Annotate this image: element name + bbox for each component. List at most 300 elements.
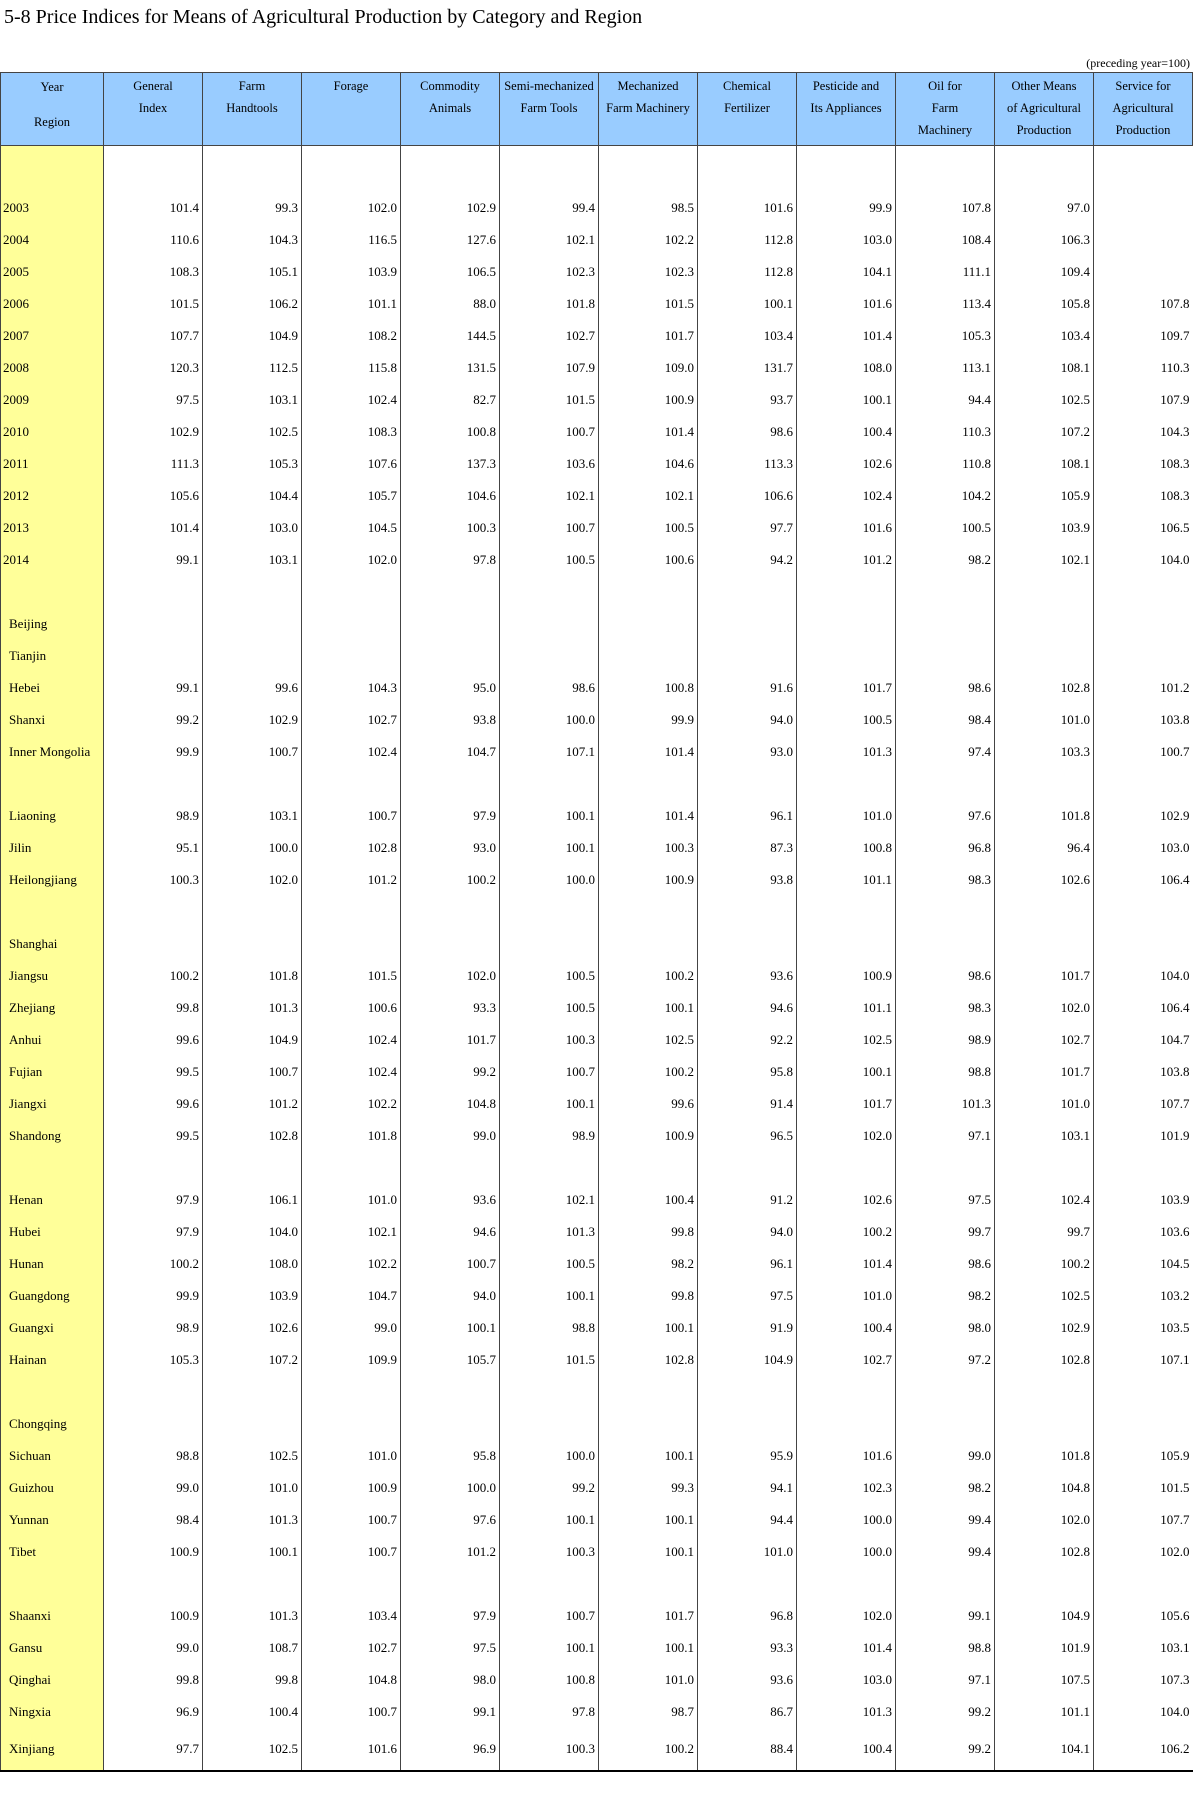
unit-note: (preceding year=100) — [1086, 56, 1190, 70]
table-cell: 98.6 — [896, 1248, 995, 1280]
table-cell: 97.0 — [995, 192, 1094, 224]
row-label-cell: 2011 — [1, 448, 104, 480]
region-row — [1, 1696, 1193, 1728]
table-cell: 101.6 — [797, 512, 896, 544]
table-cell: 101.7 — [599, 1600, 698, 1632]
table-cell — [302, 896, 401, 928]
year-row — [1, 480, 1193, 512]
table-cell: 113.1 — [896, 352, 995, 384]
table-cell: 99.0 — [401, 1120, 500, 1152]
table-cell: 99.2 — [896, 1696, 995, 1728]
table-cell — [698, 1568, 797, 1600]
table-cell: 100.1 — [500, 832, 599, 864]
table-cell: 97.9 — [401, 1600, 500, 1632]
table-cell — [599, 640, 698, 672]
table-cell — [203, 1408, 302, 1440]
table-cell: 131.5 — [401, 352, 500, 384]
table-cell — [797, 768, 896, 800]
table-cell: 95.8 — [698, 1056, 797, 1088]
table-cell — [1094, 576, 1193, 608]
table-cell: 104.3 — [302, 672, 401, 704]
table-cell: 102.7 — [797, 1344, 896, 1376]
table-cell — [1094, 928, 1193, 960]
table-cell: 101.4 — [599, 800, 698, 832]
table-cell: 108.3 — [1094, 448, 1193, 480]
table-cell: 108.3 — [1094, 480, 1193, 512]
table-cell: 99.8 — [104, 992, 203, 1024]
row-label-cell: Guizhou — [1, 1472, 104, 1504]
table-cell: 102.1 — [500, 480, 599, 512]
column-header-line: Chemical — [723, 79, 771, 93]
table-cell: 108.3 — [104, 256, 203, 288]
table-cell: 97.2 — [896, 1344, 995, 1376]
table-cell — [995, 896, 1094, 928]
table-cell — [302, 146, 401, 193]
table-cell — [203, 896, 302, 928]
table-cell: 91.4 — [698, 1088, 797, 1120]
table-cell: 102.1 — [500, 1184, 599, 1216]
table-cell: 127.6 — [401, 224, 500, 256]
table-cell: 97.6 — [401, 1504, 500, 1536]
table-cell: 99.6 — [104, 1088, 203, 1120]
year-row — [1, 288, 1193, 320]
table-cell: 82.7 — [401, 384, 500, 416]
table-cell: 102.6 — [995, 864, 1094, 896]
table-cell: 98.6 — [896, 960, 995, 992]
table-cell: 100.7 — [302, 1504, 401, 1536]
table-cell: 103.0 — [797, 224, 896, 256]
column-header — [599, 73, 698, 146]
table-cell: 104.7 — [302, 1280, 401, 1312]
row-label-cell: 2009 — [1, 384, 104, 416]
table-cell — [599, 896, 698, 928]
table-cell: 112.8 — [698, 256, 797, 288]
table-cell — [203, 1152, 302, 1184]
table-cell: 102.0 — [797, 1120, 896, 1152]
row-label-cell: 2013 — [1, 512, 104, 544]
table-cell: 101.7 — [599, 320, 698, 352]
table-cell: 106.4 — [1094, 864, 1193, 896]
column-header-line: Fertilizer — [724, 101, 770, 115]
table-cell: 108.1 — [995, 352, 1094, 384]
table-cell: 86.7 — [698, 1696, 797, 1728]
table-cell: 104.8 — [995, 1472, 1094, 1504]
table-cell: 101.6 — [797, 1440, 896, 1472]
table-cell: 100.9 — [104, 1600, 203, 1632]
table-cell: 95.1 — [104, 832, 203, 864]
table-cell — [896, 1152, 995, 1184]
table-cell: 102.0 — [995, 1504, 1094, 1536]
table-cell: 100.7 — [401, 1248, 500, 1280]
table-cell: 104.7 — [1094, 1024, 1193, 1056]
table-cell: 97.9 — [104, 1184, 203, 1216]
table-cell: 101.4 — [797, 1632, 896, 1664]
table-cell: 98.0 — [401, 1664, 500, 1696]
table-cell: 100.3 — [599, 832, 698, 864]
column-header-line: Mechanized — [617, 79, 679, 93]
table-cell: 99.9 — [599, 704, 698, 736]
table-cell: 107.8 — [1094, 288, 1193, 320]
table-cell: 100.0 — [797, 1504, 896, 1536]
table-cell — [896, 640, 995, 672]
table-cell — [995, 928, 1094, 960]
table-cell: 102.7 — [302, 1632, 401, 1664]
table-cell: 100.3 — [500, 1728, 599, 1771]
table-cell: 91.9 — [698, 1312, 797, 1344]
table-cell: 99.4 — [896, 1536, 995, 1568]
table-cell: 93.6 — [698, 960, 797, 992]
table-cell: 102.5 — [599, 1024, 698, 1056]
table-cell: 101.0 — [302, 1184, 401, 1216]
table-cell: 101.2 — [302, 864, 401, 896]
region-row — [1, 1536, 1193, 1568]
table-cell: 103.9 — [203, 1280, 302, 1312]
table-cell: 100.0 — [500, 1440, 599, 1472]
table-cell: 100.4 — [797, 416, 896, 448]
table-cell: 95.9 — [698, 1440, 797, 1472]
table-cell: 101.7 — [401, 1024, 500, 1056]
table-cell: 103.1 — [995, 1120, 1094, 1152]
table-cell: 100.2 — [599, 960, 698, 992]
table-cell: 101.1 — [797, 864, 896, 896]
region-row — [1, 1088, 1193, 1120]
table-cell: 98.2 — [896, 1280, 995, 1312]
column-header — [995, 73, 1094, 146]
year-row — [1, 544, 1193, 576]
table-cell: 96.4 — [995, 832, 1094, 864]
table-cell: 99.4 — [500, 192, 599, 224]
row-label-cell: Shandong — [1, 1120, 104, 1152]
table-cell: 105.8 — [995, 288, 1094, 320]
table-cell: 101.2 — [203, 1088, 302, 1120]
row-label-cell: 2008 — [1, 352, 104, 384]
table-cell: 111.3 — [104, 448, 203, 480]
table-cell: 97.7 — [698, 512, 797, 544]
table-cell — [401, 928, 500, 960]
table-cell: 98.2 — [896, 544, 995, 576]
table-cell — [896, 1408, 995, 1440]
region-row — [1, 736, 1193, 768]
table-cell: 99.1 — [104, 544, 203, 576]
column-header — [797, 73, 896, 146]
table-cell: 105.6 — [104, 480, 203, 512]
table-cell — [797, 576, 896, 608]
table-cell: 103.5 — [1094, 1312, 1193, 1344]
table-cell — [1094, 256, 1193, 288]
table-cell — [797, 640, 896, 672]
table-cell: 100.7 — [500, 1056, 599, 1088]
row-label-cell: Guangxi — [1, 1312, 104, 1344]
table-cell: 102.2 — [302, 1088, 401, 1120]
spacer-row — [1, 576, 1193, 608]
row-label-cell: Hebei — [1, 672, 104, 704]
table-cell — [104, 640, 203, 672]
region-row — [1, 832, 1193, 864]
row-label-cell: Jiangxi — [1, 1088, 104, 1120]
table-cell — [698, 928, 797, 960]
table-cell: 106.6 — [698, 480, 797, 512]
table-cell: 108.1 — [995, 448, 1094, 480]
table-cell: 99.8 — [104, 1664, 203, 1696]
region-row — [1, 1664, 1193, 1696]
table-cell: 100.7 — [302, 1536, 401, 1568]
table-cell: 104.9 — [995, 1600, 1094, 1632]
table-cell: 102.9 — [401, 192, 500, 224]
table-cell — [698, 1376, 797, 1408]
table-cell — [203, 1376, 302, 1408]
region-row — [1, 1312, 1193, 1344]
table-cell: 144.5 — [401, 320, 500, 352]
table-cell — [401, 640, 500, 672]
column-header-line: Production — [1115, 123, 1171, 137]
table-cell: 104.0 — [1094, 544, 1193, 576]
table-cell: 102.1 — [995, 544, 1094, 576]
table-cell: 107.7 — [104, 320, 203, 352]
table-cell: 100.2 — [599, 1728, 698, 1771]
table-cell: 102.2 — [302, 1248, 401, 1280]
table-cell: 100.6 — [302, 992, 401, 1024]
year-row — [1, 448, 1193, 480]
table-cell: 103.9 — [995, 512, 1094, 544]
table-cell: 101.2 — [401, 1536, 500, 1568]
row-label-cell: Chongqing — [1, 1408, 104, 1440]
table-cell: 100.7 — [1094, 736, 1193, 768]
table-cell: 98.9 — [104, 800, 203, 832]
table-cell: 104.4 — [203, 480, 302, 512]
table-cell: 102.0 — [1094, 1536, 1193, 1568]
table-cell — [104, 1152, 203, 1184]
table-cell: 100.3 — [500, 1536, 599, 1568]
table-cell: 99.9 — [104, 736, 203, 768]
row-label-cell: Tibet — [1, 1536, 104, 1568]
table-cell — [401, 768, 500, 800]
row-label-cell: Liaoning — [1, 800, 104, 832]
table-cell: 106.4 — [1094, 992, 1193, 1024]
table-cell: 103.6 — [1094, 1216, 1193, 1248]
year-row — [1, 192, 1193, 224]
region-row — [1, 1344, 1193, 1376]
region-row — [1, 1728, 1193, 1771]
table-cell — [104, 576, 203, 608]
table-cell: 105.6 — [1094, 1600, 1193, 1632]
region-row — [1, 1248, 1193, 1280]
table-cell: 108.3 — [302, 416, 401, 448]
table-cell: 101.4 — [797, 1248, 896, 1280]
table-cell: 100.5 — [500, 544, 599, 576]
table-cell: 96.9 — [401, 1728, 500, 1771]
table-cell — [302, 768, 401, 800]
table-cell: 100.0 — [500, 704, 599, 736]
column-header-line: Its Appliances — [810, 101, 882, 115]
table-cell: 99.8 — [599, 1280, 698, 1312]
table-cell: 105.7 — [302, 480, 401, 512]
table-cell — [500, 1568, 599, 1600]
table-cell: 100.4 — [203, 1696, 302, 1728]
table-cell — [599, 1408, 698, 1440]
table-cell: 102.1 — [302, 1216, 401, 1248]
table-cell: 100.4 — [599, 1184, 698, 1216]
region-row — [1, 640, 1193, 672]
table-cell: 100.7 — [302, 800, 401, 832]
table-cell: 107.2 — [203, 1344, 302, 1376]
table-cell: 98.9 — [896, 1024, 995, 1056]
table-cell: 102.8 — [599, 1344, 698, 1376]
table-cell — [797, 896, 896, 928]
table-cell: 87.3 — [698, 832, 797, 864]
table-cell — [302, 576, 401, 608]
table-cell: 100.1 — [599, 1632, 698, 1664]
row-label-cell: 2010 — [1, 416, 104, 448]
column-header-line: Semi-mechanized — [504, 79, 594, 93]
table-cell — [698, 576, 797, 608]
table-cell: 101.8 — [302, 1120, 401, 1152]
row-label-cell — [1, 1152, 104, 1184]
table-cell: 100.1 — [797, 1056, 896, 1088]
table-cell: 100.5 — [500, 1248, 599, 1280]
column-header — [401, 73, 500, 146]
row-label-cell — [1, 576, 104, 608]
table-cell: 101.5 — [500, 1344, 599, 1376]
table-cell: 101.3 — [203, 1600, 302, 1632]
row-label-cell: 2007 — [1, 320, 104, 352]
table-cell: 101.4 — [599, 736, 698, 768]
table-cell: 103.0 — [797, 1664, 896, 1696]
column-header-line: Farm Tools — [520, 101, 578, 115]
table-cell: 120.3 — [104, 352, 203, 384]
table-cell: 93.3 — [698, 1632, 797, 1664]
table-cell — [1094, 640, 1193, 672]
table-cell — [1094, 1152, 1193, 1184]
region-row — [1, 1184, 1193, 1216]
table-cell: 105.3 — [104, 1344, 203, 1376]
table-cell — [401, 1408, 500, 1440]
table-cell — [104, 608, 203, 640]
row-label-cell: Zhejiang — [1, 992, 104, 1024]
table-cell: 88.0 — [401, 288, 500, 320]
table-cell — [599, 928, 698, 960]
table-cell: 104.3 — [1094, 416, 1193, 448]
table-cell: 100.2 — [401, 864, 500, 896]
column-header — [302, 73, 401, 146]
table-cell: 99.0 — [104, 1632, 203, 1664]
table-cell: 100.8 — [599, 672, 698, 704]
table-cell — [203, 576, 302, 608]
table-cell — [995, 1152, 1094, 1184]
row-label-cell: Anhui — [1, 1024, 104, 1056]
table-cell: 107.9 — [1094, 384, 1193, 416]
table-cell: 100.1 — [599, 1536, 698, 1568]
table-cell: 98.6 — [500, 672, 599, 704]
table-cell — [104, 1568, 203, 1600]
table-cell — [500, 928, 599, 960]
table-cell: 100.5 — [500, 992, 599, 1024]
table-cell: 109.0 — [599, 352, 698, 384]
table-cell: 102.1 — [500, 224, 599, 256]
table-cell — [401, 576, 500, 608]
column-header-line: Animals — [428, 101, 472, 115]
table-cell: 101.3 — [203, 992, 302, 1024]
table-cell: 102.4 — [302, 1024, 401, 1056]
table-cell — [599, 1152, 698, 1184]
table-cell: 108.0 — [797, 352, 896, 384]
table-cell — [797, 608, 896, 640]
table-cell — [896, 1568, 995, 1600]
table-cell: 94.2 — [698, 544, 797, 576]
table-cell: 98.3 — [896, 992, 995, 1024]
table-cell: 100.5 — [599, 512, 698, 544]
table-cell: 101.5 — [302, 960, 401, 992]
table-cell — [104, 1376, 203, 1408]
row-label-cell: Fujian — [1, 1056, 104, 1088]
table-cell: 99.1 — [896, 1600, 995, 1632]
table-cell — [896, 768, 995, 800]
table-cell: 100.7 — [203, 736, 302, 768]
table-cell: 98.6 — [698, 416, 797, 448]
table-cell — [302, 608, 401, 640]
table-cell: 100.7 — [500, 416, 599, 448]
table-cell: 101.8 — [500, 288, 599, 320]
table-cell — [599, 1376, 698, 1408]
table-cell: 98.7 — [599, 1696, 698, 1728]
table-cell — [302, 1376, 401, 1408]
table-cell: 102.8 — [203, 1120, 302, 1152]
region-header-label: Region — [33, 115, 71, 129]
column-header-line: Machinery — [917, 123, 973, 137]
table-cell — [1094, 1408, 1193, 1440]
table-cell: 101.0 — [203, 1472, 302, 1504]
table-cell: 100.1 — [797, 384, 896, 416]
table-cell: 99.8 — [203, 1664, 302, 1696]
row-label-cell: Shanghai — [1, 928, 104, 960]
row-label-cell: 2003 — [1, 192, 104, 224]
table-cell — [1094, 224, 1193, 256]
table-cell: 103.1 — [203, 544, 302, 576]
table-cell: 97.8 — [500, 1696, 599, 1728]
table-cell: 105.1 — [203, 256, 302, 288]
row-label-cell: Qinghai — [1, 1664, 104, 1696]
table-cell — [302, 640, 401, 672]
table-cell: 103.9 — [1094, 1184, 1193, 1216]
table-cell: 105.7 — [401, 1344, 500, 1376]
table-cell: 102.9 — [203, 704, 302, 736]
table-cell: 105.3 — [203, 448, 302, 480]
table-cell: 107.9 — [500, 352, 599, 384]
table-cell: 100.1 — [401, 1312, 500, 1344]
table-cell: 101.3 — [797, 1696, 896, 1728]
table-cell: 98.9 — [500, 1120, 599, 1152]
column-header-line: Pesticide and — [812, 79, 880, 93]
table-cell: 101.6 — [698, 192, 797, 224]
row-label-cell: 2012 — [1, 480, 104, 512]
region-row — [1, 1600, 1193, 1632]
table-cell: 97.9 — [401, 800, 500, 832]
region-row — [1, 672, 1193, 704]
table-cell: 101.9 — [995, 1632, 1094, 1664]
table-cell: 100.1 — [599, 1312, 698, 1344]
table-cell: 98.3 — [896, 864, 995, 896]
table-cell: 104.8 — [302, 1664, 401, 1696]
table-cell: 93.6 — [698, 1664, 797, 1696]
column-header-line: Farm Machinery — [606, 101, 690, 115]
table-cell: 108.0 — [203, 1248, 302, 1280]
table-cell: 100.7 — [203, 1056, 302, 1088]
table-cell: 99.1 — [401, 1696, 500, 1728]
table-cell: 100.0 — [500, 864, 599, 896]
table-cell — [1094, 768, 1193, 800]
table-cell: 101.1 — [302, 288, 401, 320]
table-cell — [401, 608, 500, 640]
table-cell: 107.7 — [1094, 1504, 1193, 1536]
